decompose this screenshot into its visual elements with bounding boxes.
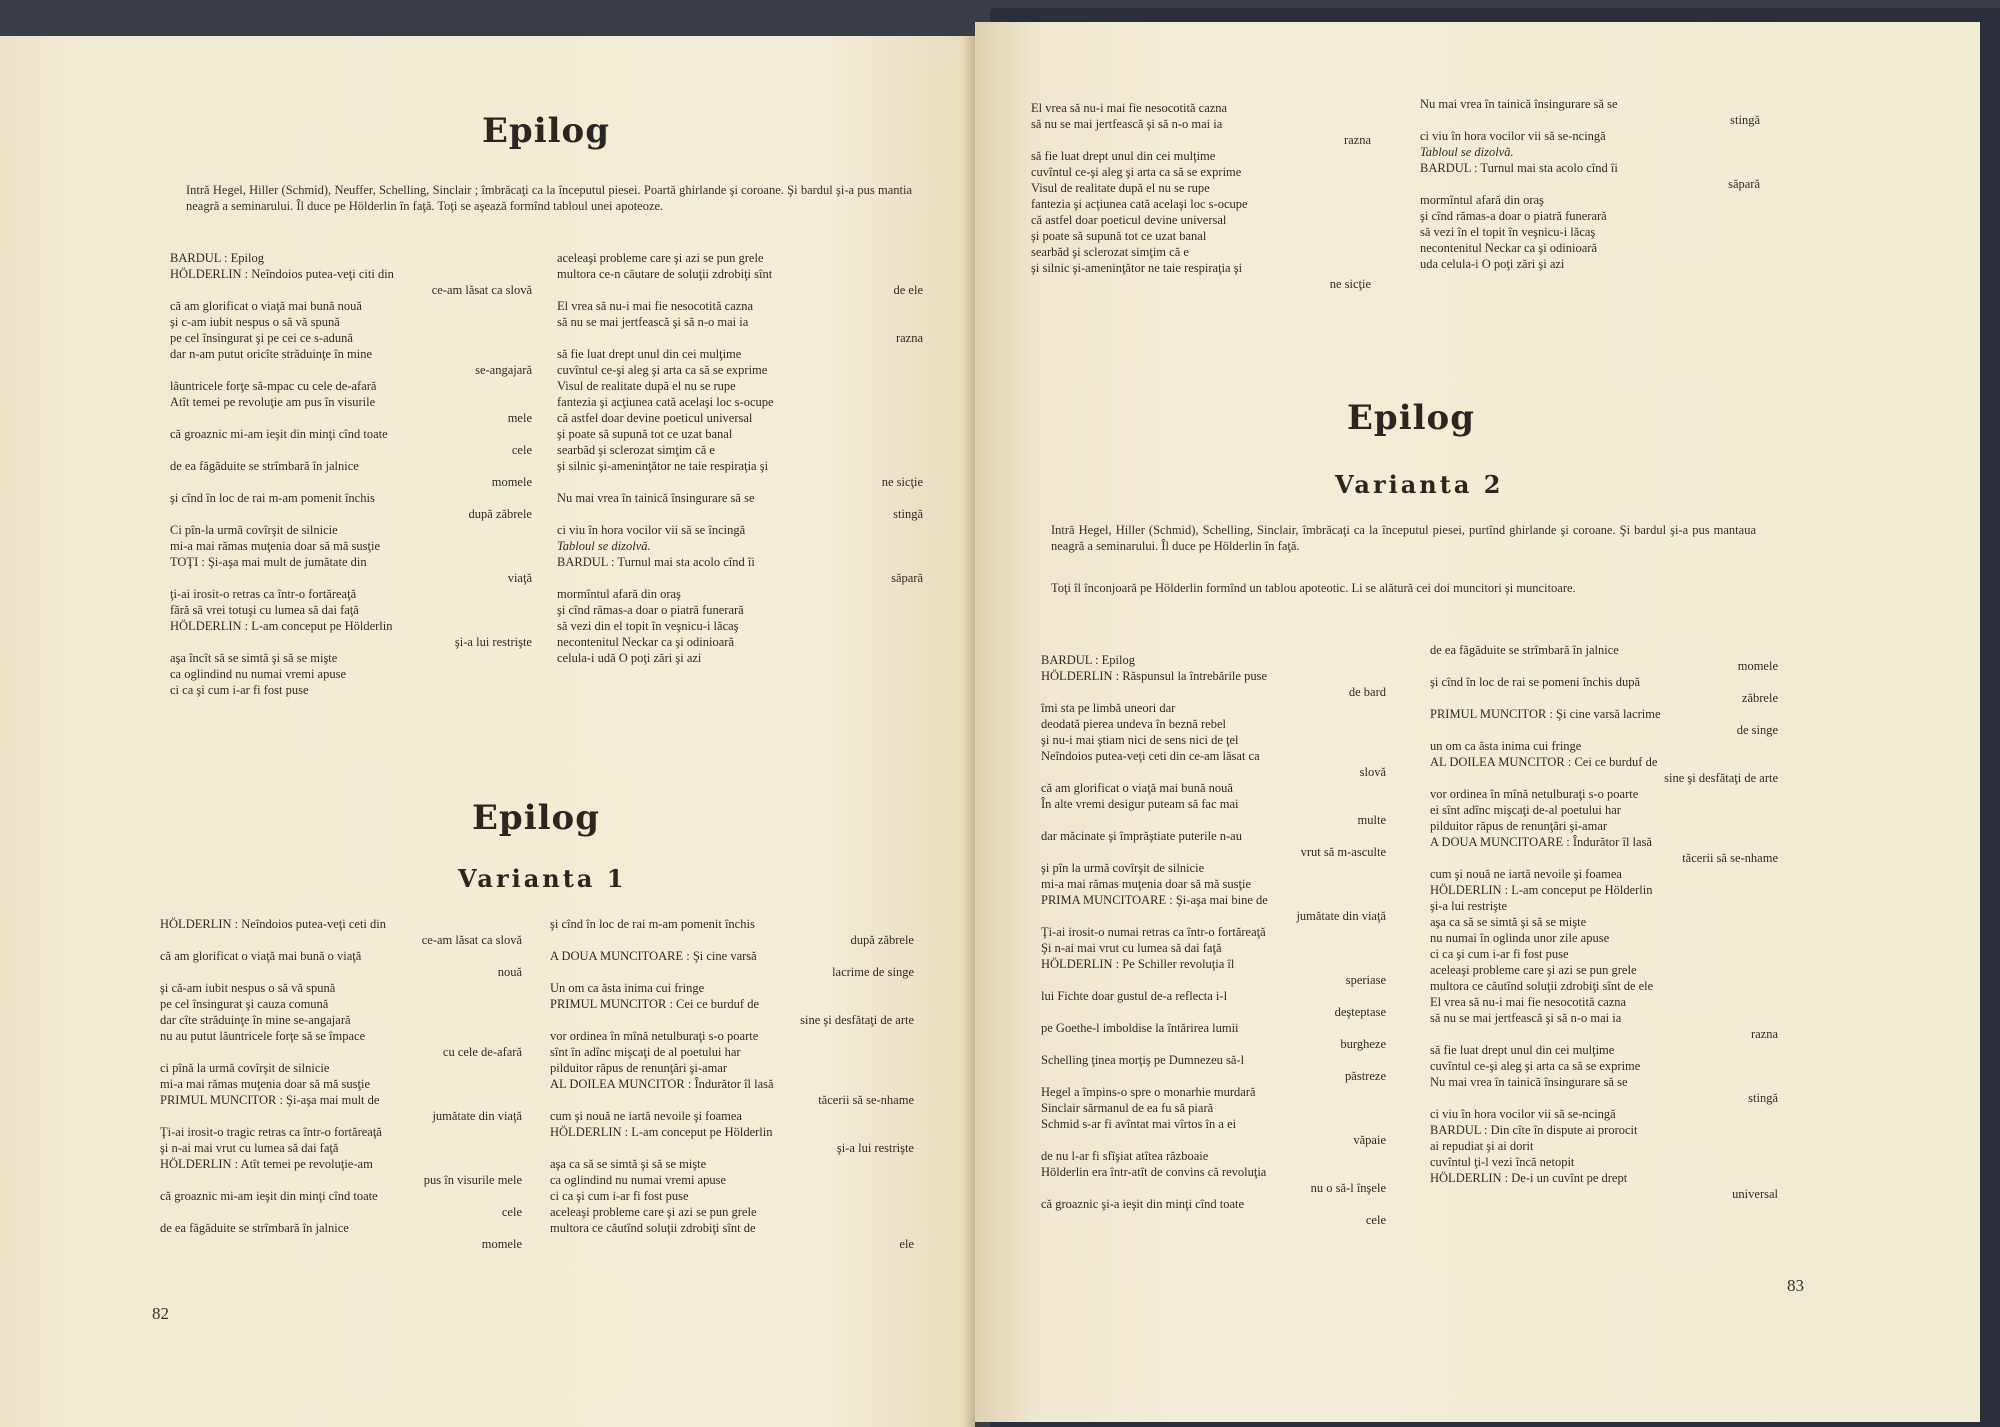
verse-line: că groaznic mi-am ieşit din minţi cînd toate [160, 1189, 378, 1203]
verse-line: să fie luat drept unul din cei mulţime [557, 347, 742, 361]
verse-column-right-d [1430, 642, 1778, 1202]
verse-line: vor ordinea în mînă netulburaţi s-o poarte [550, 1029, 759, 1043]
verse-line: momele [1737, 659, 1778, 673]
epilog-title: Epilog [482, 111, 610, 151]
verse-line: universal [1732, 1187, 1778, 1201]
verse-line: de ea făgăduite se strîmbară în jalnice [170, 459, 359, 473]
verse-line: razna [1343, 133, 1371, 147]
verse-line: multe [1357, 813, 1386, 827]
verse-line: HÖLDERLIN : L-am conceput pe Hölderlin [550, 1125, 773, 1139]
verse-line: de bard [1348, 685, 1386, 699]
verse-line: slovă [1359, 765, 1386, 779]
verse-line: cum şi nouă ne iartă nevoile şi foamea [550, 1109, 742, 1123]
verse-line: cele [511, 443, 532, 457]
verse-line: sînt în adînc mişcaţi de al poetului har [550, 1045, 741, 1059]
verse-line: momele [481, 1237, 522, 1251]
verse-line: că groaznic mi-am ieşit din minţi cînd toate [170, 427, 388, 441]
verse-line: lăuntricele forţe să-mpac cu cele de-afară [170, 379, 377, 393]
verse-line: pe cel însingurat şi pe cei ce s-adună [170, 331, 353, 345]
verse-line: burgheze [1340, 1037, 1386, 1051]
verse-line: jumătate din viaţă [432, 1109, 522, 1123]
verse-line: să fie luat drept unul din cei mulţime [1430, 1043, 1615, 1057]
verse-line: dar cîte străduinţe în mine se-angajară [160, 1013, 351, 1027]
left-page [0, 36, 975, 1427]
verse-line: Nu mai vrea în tainică însingurare să se [557, 491, 755, 505]
verse-line: dar măcinate şi împrăştiate puterile n-au [1041, 829, 1242, 843]
verse-line: ce-am lăsat ca slovă [421, 933, 522, 947]
verse-line: zăbrele [1741, 691, 1778, 705]
verse-line: Hegel a împins-o spre o monarhie murdară [1041, 1085, 1256, 1099]
verse-line: deşteptase [1334, 1005, 1386, 1019]
verse-line: BARDUL : Din cîte în dispute ai prorocit [1430, 1123, 1638, 1137]
verse-line: mi-a mai rămas muţenia doar să mă susţie [1041, 877, 1252, 891]
verse-line: după zăbrele [468, 507, 532, 521]
verse-line: ci ca şi cum i-ar fi fost puse [550, 1189, 689, 1203]
verse-line: deodată pierea undeva în beznă rebel [1041, 717, 1226, 731]
verse-line: Visul de realitate după el nu se rupe [1031, 181, 1210, 195]
verse-line: multora ce căutînd soluţii zdrobiţi sînt de ele [1430, 979, 1654, 993]
verse-line: după zăbrele [850, 933, 914, 947]
verse-line: PRIMA MUNCITOARE : Şi-aşa mai bine de [1041, 893, 1268, 907]
verse-line: săpară [891, 571, 923, 585]
verse-line: HÖLDERLIN : Pe Schiller revoluţia îl [1041, 957, 1235, 971]
verse-line: nu o să-l înşele [1310, 1181, 1386, 1195]
verse-line: şi cînd în loc de rai m-am pomenit închis [170, 491, 375, 505]
verse-line: nu au putut lăuntricele forţe să se împace [160, 1029, 366, 1043]
stage-direction-right-2: Toţi îl înconjoară pe Hölderlin formînd un tablou apoteotic. Li se alătură cei doi muncitori şi muncitoare. [1051, 581, 1576, 595]
verse-line: necontenitul Neckar ca şi odinioară [1420, 241, 1598, 255]
verse-line: ca oglindind nu numai vremi apuse [170, 667, 347, 681]
verse-line: stingă [1730, 113, 1760, 127]
verse-line: HÖLDERLIN : Răspunsul la întrebările puse [1041, 669, 1267, 683]
verse-line: uda celula-i O poţi zări şi azi [1420, 257, 1565, 271]
verse-line: Schmid s-ar fi avîntat mai vîrtos în a ei [1041, 1117, 1237, 1131]
verse-column-left-a [170, 250, 532, 698]
verse-line: pilduitor răpus de renunţări şi-amar [550, 1061, 728, 1075]
verse-line: lacrime de singe [832, 965, 914, 979]
verse-column-right-c [1041, 652, 1386, 1228]
verse-line: că astfel doar devine poeticul universal [557, 411, 753, 425]
verse-line: cele [1365, 1213, 1386, 1227]
verse-line: pe Goethe-l imboldise la întărirea lumii [1041, 1021, 1239, 1035]
verse-line: stingă [893, 507, 923, 521]
verse-line: să nu se mai jertfească şi să n-o mai ia [1430, 1011, 1622, 1025]
verse-column-right-a [1031, 100, 1371, 292]
verse-line: viaţă [507, 571, 532, 585]
verse-line: fantezia şi acţiunea cată acelaşi loc s-ocupe [557, 395, 774, 409]
verse-line: cum şi nouă ne iartă nevoile şi foamea [1430, 867, 1622, 881]
verse-line: şi-a lui restrişte [836, 1141, 914, 1155]
verse-line: tăcerii să se-nhame [1682, 851, 1778, 865]
verse-line: aşa ca să se simtă şi să se mişte [1430, 915, 1587, 929]
page-number-right: 83 [1787, 1276, 1804, 1295]
verse-line: pus în visurile mele [423, 1173, 522, 1187]
verse-line: Atît temei pe revoluţie am pus în visurile [170, 395, 376, 409]
verse-line: că am glorificat o viaţă mai bună nouă [1041, 781, 1233, 795]
verse-line: să nu se mai jertfească şi să n-o mai ia [557, 315, 749, 329]
verse-line: cuvîntul ce-şi aleg şi arta ca să se exprime [1430, 1059, 1641, 1073]
verse-line: PRIMUL MUNCITOR : Şi-aşa mai mult de [160, 1093, 380, 1107]
verse-line: şi n-ai mai vrut cu lumea să dai faţă [160, 1141, 339, 1155]
verse-column-right-b [1420, 96, 1760, 272]
verse-line: searbăd şi sclerozat simţim că e [1031, 245, 1189, 259]
verse-line: necontenitul Neckar ca şi odinioară [557, 635, 735, 649]
verse-line: ele [899, 1237, 914, 1251]
verse-line: fără să vrei totuşi cu lumea să dai faţă [170, 603, 359, 617]
verse-line: că groaznic şi-a ieşit din minţi cînd toate [1041, 1197, 1245, 1211]
verse-line: mi-a mai rămas muţenia doar să mă susţie [170, 539, 381, 553]
verse-line: aceleaşi probleme care şi azi se pun grele [550, 1205, 757, 1219]
verse-line: şi c-am iubit nespus o să vă spună [170, 315, 340, 329]
verse-line: ne sicţie [881, 475, 923, 489]
verse-line: şi cînd rămas-a doar o piatră funerară [557, 603, 744, 617]
verse-line: AL DOILEA MUNCITOR : Îndurător îl lasă [550, 1077, 774, 1091]
verse-line: multora ce-n căutare de soluţii zdrobiţi sînt [557, 267, 773, 281]
verse-line: BARDUL : Turnul mai sta acolo cînd îi [1420, 161, 1618, 175]
verse-line: ca oglindind nu numai vremi apuse [550, 1173, 727, 1187]
verse-line: cuvîntul ţi-l vezi încă netopit [1430, 1155, 1575, 1169]
verse-line: Schelling ţinea morţiş pe Dumnezeu să-l [1041, 1053, 1245, 1067]
verse-line: În alte vremi desigur puteam să fac mai [1041, 797, 1239, 811]
verse-line: BARDUL : Epilog [1041, 653, 1135, 667]
variant-2-heading: Varianta 2 [1335, 470, 1504, 499]
verse-line: de ele [893, 283, 923, 297]
verse-line: ei sînt adînc mişcaţi de-al poetului har [1430, 803, 1621, 817]
verse-line: pe cel însingurat şi cauza comună [160, 997, 329, 1011]
verse-line: mele [507, 411, 532, 425]
verse-line: cu cele de-afară [442, 1045, 522, 1059]
verse-line: vrut să m-asculte [1300, 845, 1386, 859]
verse-line: momele [491, 475, 532, 489]
verse-line: fantezia şi acţiunea cată acelaşi loc s-ocupe [1031, 197, 1248, 211]
verse-line: razna [1750, 1027, 1778, 1041]
verse-line: mi-a mai rămas muţenia doar să mă susţie [160, 1077, 371, 1091]
verse-line: sine şi desfătaţi de arte [800, 1013, 914, 1027]
verse-line: AL DOILEA MUNCITOR : Cei ce burduf de [1430, 755, 1658, 769]
verse-line: HÖLDERLIN : De-i un cuvînt pe drept [1430, 1171, 1628, 1185]
verse-line: nu numai în oglinda unor zile apuse [1430, 931, 1610, 945]
verse-line: A DOUA MUNCITOARE : Îndurător îl lasă [1430, 835, 1652, 849]
verse-line: dar n-am putut oricîte străduinţe în mine [170, 347, 373, 361]
verse-line: şi silnic şi-ameninţător ne taie respiraţia şi [557, 459, 769, 473]
verse-line: şi cînd în loc de rai se pomeni închis după [1430, 675, 1641, 689]
verse-line: razna [895, 331, 923, 345]
verse-line: HÖLDERLIN : Neîndoios putea-veţi ceti din [160, 917, 386, 931]
verse-line: Un om ca ăsta inima cui fringe [550, 981, 705, 995]
verse-column-left-c [160, 916, 522, 1252]
verse-line: şi cînd rămas-a doar o piatră funerară [1420, 209, 1607, 223]
verse-line: ai repudiat şi ai dorit [1430, 1139, 1534, 1153]
verse-line: El vrea să nu-i mai fie nesocotită cazna [1031, 101, 1228, 115]
right-page [975, 22, 1980, 1422]
verse-line: searbăd şi sclerozat simţim că e [557, 443, 715, 457]
verse-line: Ţi-ai irosit-o tragic retras ca într-o fortăreaţă [160, 1125, 382, 1139]
verse-line: Tabloul se dizolvă. [557, 539, 651, 553]
verse-line: că astfel doar poeticul devine universal [1031, 213, 1227, 227]
verse-line: aşa ca să se simtă şi să se mişte [550, 1157, 707, 1171]
epilog-title-right: Epilog [1347, 398, 1475, 438]
verse-line: aceleaşi probleme care şi azi se pun grele [557, 251, 764, 265]
verse-line: A DOUA MUNCITOARE : Şi cine varsă [550, 949, 757, 963]
verse-line: El vrea să nu-i mai fie nesocotită cazna [557, 299, 754, 313]
verse-line: şi că-am iubit nespus o să vă spună [160, 981, 336, 995]
verse-line: un om ca ăsta inima cui fringe [1430, 739, 1582, 753]
verse-line: şi silnic şi-ameninţător ne taie respiraţia şi [1031, 261, 1243, 275]
verse-line: îmi sta pe limbă uneori dar [1041, 701, 1176, 715]
verse-line: El vrea să nu-i mai fie nesocotită cazna [1430, 995, 1627, 1009]
verse-line: şi cînd în loc de rai m-am pomenit închis [550, 917, 755, 931]
verse-line: de singe [1736, 723, 1778, 737]
verse-line: Şi n-ai mai vrut cu lumea să dai faţă [1041, 941, 1222, 955]
verse-line: multora ce căutînd soluţii zdrobiţi sînt de [550, 1221, 756, 1235]
verse-line: săpară [1728, 177, 1760, 191]
verse-line: de ea făgăduite se strîmbară în jalnice [1430, 643, 1619, 657]
verse-line: BARDUL : Epilog [170, 251, 264, 265]
verse-line: ţi-ai irosit-o retras ca într-o fortăreaţă [170, 587, 357, 601]
verse-line: stingă [1748, 1091, 1778, 1105]
verse-line: aceleaşi probleme care şi azi se pun grele [1430, 963, 1637, 977]
verse-line: cuvîntul ce-şi aleg şi arta ca să se exprime [1031, 165, 1242, 179]
verse-line: TOŢI : Şi-aşa mai mult de jumătate din [170, 555, 367, 569]
stage-direction-right: Intră Hegel, Hiller (Schmid), Schelling, Sinclair, îmbrăcaţi ca la începutul piesei, purtînd ghirlande şi coroane. Şi bardul şi-a pus mantaua neagră a seminarului. Îl duce pe Hölderlin în faţă. [1051, 523, 1756, 553]
verse-line: şi nu-i mai ştiam nici de sens nici de ţel [1041, 733, 1239, 747]
verse-line: mormîntul afară din oraş [1420, 193, 1544, 207]
variant-1-heading: Varianta 1 [458, 864, 627, 893]
verse-line: pilduitor răpus de renunţări şi-amar [1430, 819, 1608, 833]
verse-line: HÖLDERLIN : L-am conceput pe Hölderlin [1430, 883, 1653, 897]
verse-line: ci ca şi cum i-ar fi fost puse [170, 683, 309, 697]
verse-line: că am glorificat o viaţă mai bună nouă [170, 299, 362, 313]
verse-line: Hölderlin era într-atît de convins că revoluţia [1041, 1165, 1267, 1179]
verse-line: cele [501, 1205, 522, 1219]
verse-line: jumătate din viaţă [1296, 909, 1386, 923]
page-number: 82 [152, 1304, 169, 1323]
verse-line: şi poate să supună tot ce uzat banal [557, 427, 733, 441]
verse-line: de ea făgăduite se strîmbară în jalnice [160, 1221, 349, 1235]
verse-line: HÖLDERLIN : Atît temei pe revoluţie-am [160, 1157, 373, 1171]
verse-line: păstreze [1345, 1069, 1386, 1083]
verse-line: vor ordinea în mînă netulburaţi s-o poarte [1430, 787, 1639, 801]
verse-line: şi pîn la urmă covîrşit de silnicie [1041, 861, 1205, 875]
verse-line: se-angajară [475, 363, 532, 377]
verse-line: Ţi-ai irosit-o numai retras ca într-o fortăreaţă [1041, 925, 1266, 939]
verse-line: ce-am lăsat ca slovă [431, 283, 532, 297]
verse-line: Nu mai vrea în tainică însingurare să se [1430, 1075, 1628, 1089]
verse-line: nouă [497, 965, 522, 979]
verse-line: să fie luat drept unul din cei mulţime [1031, 149, 1216, 163]
verse-line: mormîntul afară din oraş [557, 587, 681, 601]
verse-line: şi-a lui restrişte [454, 635, 532, 649]
verse-line: Neîndoios putea-veţi ceti din ce-am lăsat ca [1041, 749, 1260, 763]
verse-line: HÖLDERLIN : Neîndoios putea-veţi citi din [170, 267, 394, 281]
verse-line: tăcerii să se-nhame [818, 1093, 914, 1107]
verse-line: ne sicţie [1329, 277, 1371, 291]
verse-line: ci viu în hora vocilor vii să se-ncingă [1430, 1107, 1616, 1121]
stage-direction: Intră Hegel, Hiller (Schmid), Neuffer, Schelling, Sinclair ; îmbrăcaţi ca la începutul piesei. Poartă ghirlande şi coroane. Şi bardul şi-a pus mantia neagră a seminarului. Îl duce pe Hölderlin în faţă. Toţi se aşează formînd tabloul unei apoteoze. [186, 183, 912, 213]
verse-line: să nu se mai jertfească şi să n-o mai ia [1031, 117, 1223, 131]
verse-line: celula-i udă O poţi zări şi azi [557, 651, 702, 665]
verse-line: şi-a lui restrişte [1430, 899, 1508, 913]
verse-line: Nu mai vrea în tainică însingurare să se [1420, 97, 1618, 111]
verse-line: PRIMUL MUNCITOR : Şi cine varsă lacrime [1430, 707, 1661, 721]
verse-line: PRIMUL MUNCITOR : Cei ce burduf de [550, 997, 760, 1011]
verse-line: lui Fichte doar gustul de-a reflecta i-l [1041, 989, 1228, 1003]
verse-column-left-d [550, 916, 914, 1252]
verse-line: că am glorificat o viaţă mai bună o viaţă [160, 949, 362, 963]
verse-line: speriase [1345, 973, 1386, 987]
verse-line: Ci pîn-la urmă covîrşit de silnicie [170, 523, 338, 537]
verse-line: văpaie [1353, 1133, 1386, 1147]
verse-line: HÖLDERLIN : L-am conceput pe Hölderlin [170, 619, 393, 633]
verse-line: BARDUL : Turnul mai sta acolo cînd îi [557, 555, 755, 569]
verse-line: şi poate să supună tot ce uzat banal [1031, 229, 1207, 243]
verse-line: să vezi din el topit în veşnicu-i lăcaş [557, 619, 739, 633]
verse-line: cuvîntul ce-şi aleg şi arta ca să se exprime [557, 363, 768, 377]
verse-line: Tabloul se dizolvă. [1420, 145, 1514, 159]
verse-line: ci viu în hora vocilor vii să se-ncingă [1420, 129, 1606, 143]
verse-line: ci viu în hora vocilor vii să se încingă [557, 523, 746, 537]
verse-line: Sinclair sărmanul de ea fu să piară [1041, 1101, 1214, 1115]
verse-line: Visul de realitate după el nu se rupe [557, 379, 736, 393]
verse-line: să vezi în el topit în veşnicu-i lăcaş [1420, 225, 1596, 239]
verse-line: ci pînă la urmă covîrşit de silnicie [160, 1061, 330, 1075]
verse-line: aşa încît să se simtă şi să se mişte [170, 651, 338, 665]
verse-line: sine şi desfătaţi de arte [1664, 771, 1778, 785]
verse-column-left-b [557, 250, 923, 666]
verse-line: ci ca şi cum i-ar fi fost puse [1430, 947, 1569, 961]
verse-line: de nu l-ar fi sfîşiat atîtea războaie [1041, 1149, 1209, 1163]
epilog-title-2: Epilog [472, 798, 600, 838]
